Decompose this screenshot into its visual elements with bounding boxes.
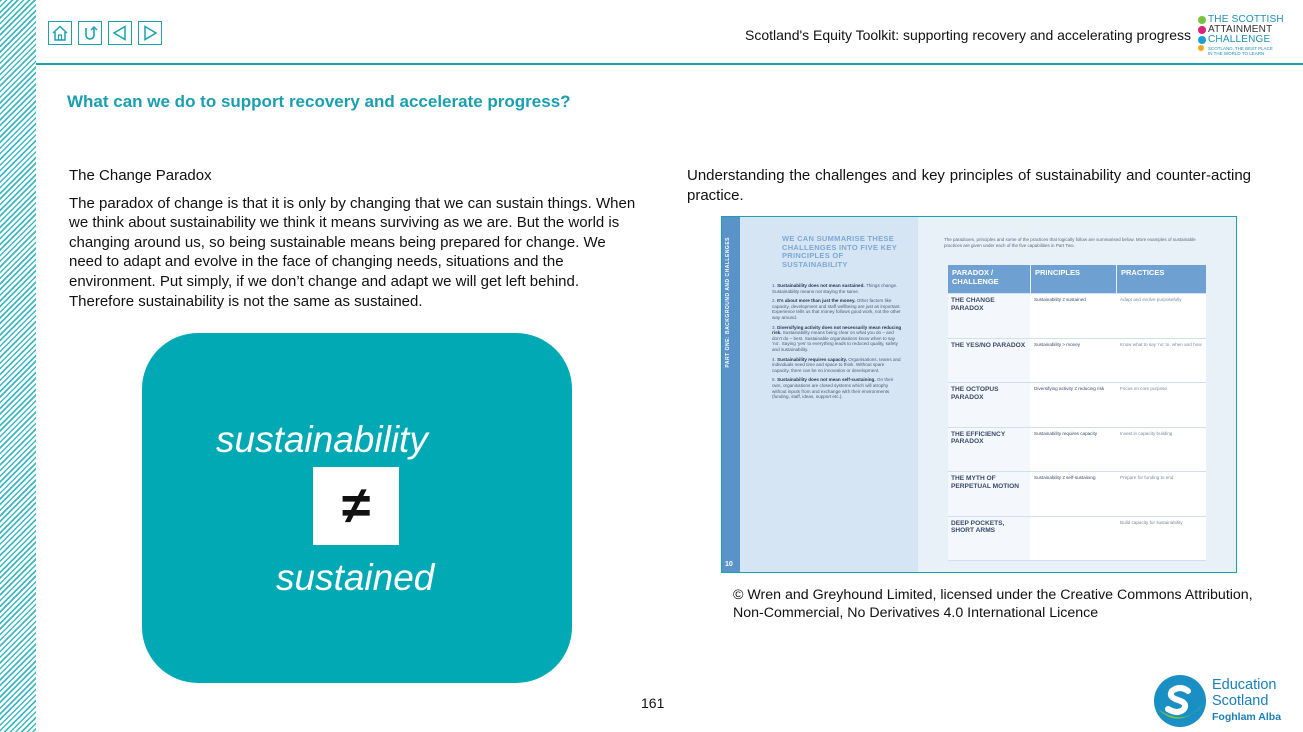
thumbnail-principles-list (772, 283, 902, 404)
table-header-cell: PRINCIPLES (1030, 265, 1116, 293)
thumbnail-list-item (772, 357, 902, 374)
table-cell: Sustainability requires capacity (1030, 428, 1116, 472)
list-item-number: 4. (772, 356, 778, 362)
list-item-bold: Diversifying activity does not necessarily mean reducing risk. (772, 324, 902, 336)
list-item-bold: Sustainability requires capacity. (777, 356, 849, 362)
sac-tagline1: SCOTLAND, THE BEST PLACE (1208, 45, 1273, 51)
decorative-side-stripe (0, 0, 36, 732)
table-row (948, 517, 1206, 562)
list-item-number: 1. (772, 283, 778, 288)
previous-icon (111, 24, 129, 42)
list-item-bold: Sustainability does not mean sustained. (777, 283, 866, 288)
section-paragraph: The paradox of change is that it is only by changing that we can sustain things. When we think about sustainability we think it means surviving as we are. But the world is changing around us, so being sustainable means being prepared for change. We need to adapt and evolve in the face of changing needs, situations and the environment. Put simply, if we don’t change and adapt we will get left behind. Therefore sustainability is not the same as sustained. (69, 194, 636, 310)
list-item-text: On their own, organisations are closed systems which will atrophy without inputs from and exchange with their environments (funding, staff, ideas, support etc.). (772, 377, 894, 400)
list-item-bold: Sustainability does not mean self-sustaining. (777, 377, 877, 383)
home-button[interactable] (48, 21, 72, 45)
es-line2: Scotland (1212, 693, 1269, 709)
table-header-cell: PRACTICES (1116, 265, 1206, 293)
return-button[interactable] (78, 21, 102, 45)
document-thumbnail (721, 216, 1237, 573)
pink-dot-icon (1198, 26, 1206, 34)
previous-button[interactable] (108, 21, 132, 45)
list-item-bold: It’s about more than just the money. (777, 298, 857, 304)
table-cell: Sustainability ≠ sustained (1030, 294, 1116, 338)
table-cell: Focus on core purpose (1116, 383, 1206, 427)
not-equal-icon: ≠ (341, 477, 371, 535)
navigation-bar (48, 21, 162, 45)
thumbnail-page-number: 10 (725, 561, 733, 568)
word-sustainability: sustainability (216, 419, 428, 460)
table-cell: THE EFFICIENCY PARADOX (948, 428, 1030, 472)
thumbnail-side-strip (722, 217, 740, 572)
sustainability-card (142, 333, 572, 683)
green-dot-icon (1198, 16, 1206, 24)
section-subtitle: The Change Paradox (69, 167, 212, 184)
table-row (948, 383, 1206, 428)
list-item-text: Things change. Sustainability means not staying the same. (772, 283, 898, 294)
list-item-number: 5. (772, 377, 778, 383)
page-title: What can we do to support recovery and accelerate progress? (67, 92, 571, 111)
home-icon (51, 24, 69, 42)
table-cell: Adapt and evolve purposefully (1116, 294, 1206, 338)
thumbnail-table (948, 265, 1206, 555)
table-cell: Build capacity for sustainability (1116, 517, 1206, 561)
thumbnail-heading: WE CAN SUMMARISE THESE CHALLENGES INTO FIVE KEY PRINCIPLES OF SUSTAINABILITY (782, 234, 897, 269)
list-item-number: 2. (772, 298, 778, 304)
list-item-text: Organisations, teams and individuals need time and space to think. Without spare capacity, there can be no innovation or development. (772, 356, 901, 373)
next-icon (141, 24, 159, 42)
sac-line3: CHALLENGE (1208, 34, 1271, 45)
table-cell: Sustainability ≠ self-sustaining (1030, 472, 1116, 516)
table-cell: Invest in capacity building (1116, 428, 1206, 472)
es-line1: Education (1212, 677, 1277, 693)
right-intro-text: Understanding the challenges and key principles of sustainability and counter-acting practice. (687, 167, 1251, 204)
orange-dot-icon (1198, 45, 1204, 51)
page-number: 161 (641, 695, 665, 711)
table-row (948, 339, 1206, 384)
header-title: Scotland's Equity Toolkit: supporting recovery and accelerating progress (745, 27, 1191, 43)
table-row (948, 472, 1206, 517)
thumbnail-list-item (772, 298, 902, 320)
table-cell: THE MYTH OF PERPETUAL MOTION (948, 472, 1030, 516)
return-icon (81, 24, 99, 42)
table-cell (1030, 517, 1116, 561)
word-sustained: sustained (276, 557, 435, 598)
next-button[interactable] (138, 21, 162, 45)
table-cell: Diversifying activity ≠ reducing risk (1030, 383, 1116, 427)
table-cell: THE YES/NO PARADOX (948, 339, 1030, 383)
table-cell: Know what to say ‘no’ to, when and how (1116, 339, 1206, 383)
table-cell: THE CHANGE PARADOX (948, 294, 1030, 338)
sac-line2: ATTAINMENT (1208, 24, 1273, 35)
sac-tagline2: IN THE WORLD TO LEARN (1208, 51, 1265, 56)
education-scotland-emblem-icon (1152, 673, 1208, 729)
table-cell: Sustainability > money (1030, 339, 1116, 383)
thumbnail-list-item (772, 377, 902, 399)
thumbnail-intro-text: The paradoxes, principles and some of the practices that logically follow are summarised below. More examples of sustainable practices are given under each of the five capabilities in Part Two. (944, 237, 1196, 248)
sac-line1: THE SCOTTISH (1208, 14, 1284, 25)
blue-dot-icon (1198, 36, 1206, 44)
table-row (948, 294, 1206, 339)
table-header-cell: PARADOX / CHALLENGE (948, 265, 1030, 293)
left-column (69, 166, 641, 311)
table-header-row (948, 265, 1206, 294)
list-item-text: Sustainability means being clear on what you do – and don’t do – best. Sustainable organisations know when to say ‘no’. Saying ‘yes’ to everything leads to reduced quality, safety and sustainability. (772, 330, 898, 352)
thumbnail-list-item (772, 283, 902, 294)
thumbnail-list-item (772, 325, 902, 353)
education-scotland-text (1212, 677, 1281, 725)
table-cell: DEEP POCKETS, SHORT ARMS (948, 517, 1030, 561)
list-item-text: Other factors like capacity, development and staff wellbeing are just as important. Experience tells us that money follows good work, not the other way around. (772, 298, 901, 320)
es-line3: Foghlam Alba (1212, 711, 1282, 723)
header-divider (36, 63, 1303, 65)
table-cell: Prepare for funding to end (1116, 472, 1206, 516)
table-cell: THE OCTOPUS PARADOX (948, 383, 1030, 427)
list-item-number: 3. (772, 324, 778, 330)
image-credit: © Wren and Greyhound Limited, licensed under the Creative Commons Attribution, Non-Commercial, No Derivatives 4.0 International Licence (733, 587, 1253, 621)
not-equal-box (313, 467, 399, 545)
thumbnail-side-label: PART ONE: BACKGROUND AND CHALLENGES (725, 237, 731, 368)
scottish-attainment-challenge-logo (1198, 15, 1298, 61)
education-scotland-logo (1152, 673, 1292, 731)
table-row (948, 428, 1206, 473)
